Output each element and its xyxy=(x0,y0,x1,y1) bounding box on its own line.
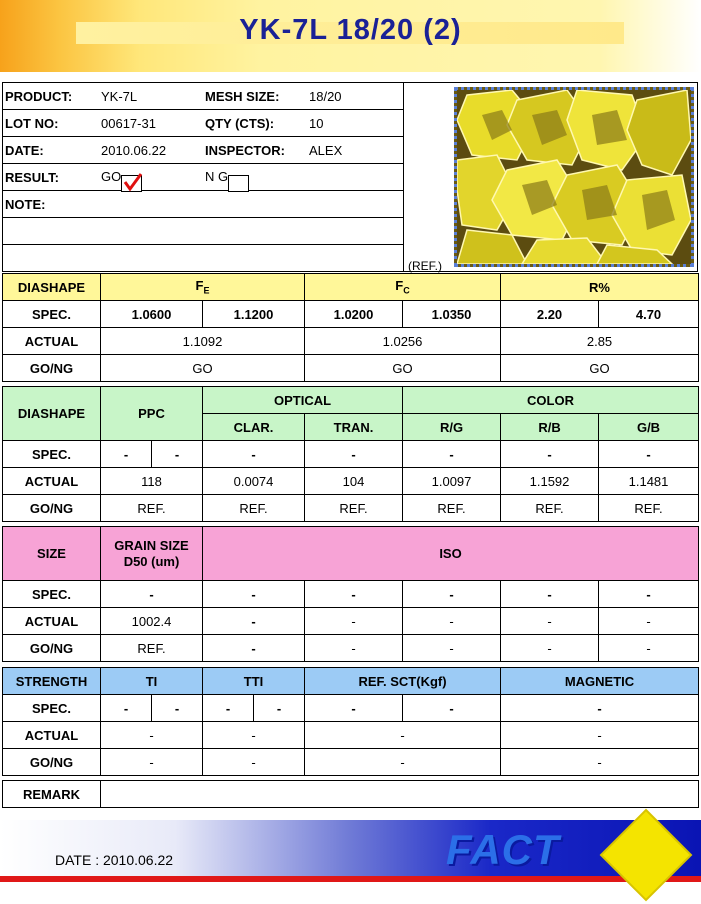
t2-actual-label: ACTUAL xyxy=(3,468,101,495)
t1-spec-cell: 1.0350 xyxy=(403,301,501,328)
t4-spec-cell: - xyxy=(152,695,203,722)
t1-spec-cell: 1.0200 xyxy=(305,301,403,328)
info-block xyxy=(2,82,698,272)
go-option xyxy=(101,169,121,184)
t3-actual-cell: - xyxy=(599,608,699,635)
t1-gong-cell: GO xyxy=(501,355,699,382)
info-row-product xyxy=(3,83,403,110)
t4-actual-cell: - xyxy=(305,722,501,749)
t3-spec-cell: - xyxy=(599,581,699,608)
t3-actual-cell: - xyxy=(203,608,305,635)
t2-sub-clar: CLAR. xyxy=(203,414,305,441)
remark-label: REMARK xyxy=(3,781,101,808)
t4-actual-cell: - xyxy=(101,722,203,749)
t3-head-iso: ISO xyxy=(203,527,699,581)
t3-spec-cell: - xyxy=(501,581,599,608)
lot-label: LOT NO: xyxy=(5,116,59,131)
t3-spec-cell: - xyxy=(305,581,403,608)
t2-spec-cell: - xyxy=(152,441,203,468)
t3-gong-cell: - xyxy=(305,635,403,662)
t2-head-ppc: PPC xyxy=(101,387,203,441)
t1-head-fc: $F_C$ xyxy=(305,274,501,301)
t4-spec-cell: - xyxy=(254,695,305,722)
diamond-image xyxy=(457,90,691,264)
product-value: YK-7L xyxy=(101,89,138,104)
t2-spec-cell: - xyxy=(501,441,599,468)
diamond-photo xyxy=(454,87,694,267)
t2-gong-cell: REF. xyxy=(403,495,501,522)
lot-value: 00617-31 xyxy=(101,116,156,131)
t2-spec-cell: - xyxy=(101,441,152,468)
t2-sub-rb: R/B xyxy=(501,414,599,441)
t2-spec-cell: - xyxy=(403,441,501,468)
t2-spec-cell: - xyxy=(203,441,305,468)
t2-gong-cell: REF. xyxy=(101,495,203,522)
t4-head-tti: TTI xyxy=(203,668,305,695)
result-label: RESULT: xyxy=(5,170,59,185)
mesh-size-label: MESH SIZE: xyxy=(205,89,280,104)
t1-spec-cell: 1.1200 xyxy=(203,301,305,328)
t4-gong-cell: - xyxy=(203,749,305,776)
info-row-lot xyxy=(3,110,403,137)
qty-value: 10 xyxy=(309,116,324,131)
remark-table xyxy=(2,780,699,808)
t3-head-grain: GRAIN SIZE D50 (um) xyxy=(101,527,203,581)
t3-actual-cell: 1002.4 xyxy=(101,608,203,635)
t2-head-color: COLOR xyxy=(403,387,699,414)
t4-spec-cell: - xyxy=(203,695,254,722)
t4-spec-cell: - xyxy=(101,695,152,722)
date-label: DATE: xyxy=(5,143,44,158)
t1-spec-cell: 2.20 xyxy=(501,301,599,328)
ref-label: (REF.) xyxy=(408,259,442,273)
t2-gong-cell: REF. xyxy=(599,495,699,522)
t1-gong-cell: GO xyxy=(101,355,305,382)
checkmark-icon xyxy=(122,172,144,192)
size-table xyxy=(2,526,699,662)
t2-sub-gb: G/B xyxy=(599,414,699,441)
t2-sub-rg: R/G xyxy=(403,414,501,441)
t4-actual-cell: - xyxy=(501,722,699,749)
t4-head-ref-sct: REF. SCT(Kgf) xyxy=(305,668,501,695)
t2-gong-label: GO/NG xyxy=(3,495,101,522)
mesh-size-value: 18/20 xyxy=(309,89,342,104)
t4-head-ti: TI xyxy=(101,668,203,695)
t1-actual-label: ACTUAL xyxy=(3,328,101,355)
t1-actual-cell: 1.0256 xyxy=(305,328,501,355)
t2-spec-label: SPEC. xyxy=(3,441,101,468)
t4-actual-label: ACTUAL xyxy=(3,722,101,749)
t3-gong-cell: - xyxy=(599,635,699,662)
t2-gong-cell: REF. xyxy=(203,495,305,522)
t4-head-strength: STRENGTH xyxy=(3,668,101,695)
t4-head-magnetic: MAGNETIC xyxy=(501,668,699,695)
footer-date: DATE : 2010.06.22 xyxy=(55,852,174,868)
page-title: YK-7L 18/20 (2) xyxy=(239,14,462,46)
t4-gong-label: GO/NG xyxy=(3,749,101,776)
t1-head-rpct: R% xyxy=(501,274,699,301)
fact-logo: FACT xyxy=(446,826,560,873)
t3-spec-cell: - xyxy=(101,581,203,608)
inspector-label: INSPECTOR: xyxy=(205,143,285,158)
note-line xyxy=(3,218,403,245)
t1-gong-cell: GO xyxy=(305,355,501,382)
t4-spec-cell: - xyxy=(305,695,403,722)
t2-spec-cell: - xyxy=(305,441,403,468)
t3-spec-cell: - xyxy=(203,581,305,608)
info-row-result xyxy=(3,164,403,191)
t3-gong-cell: - xyxy=(501,635,599,662)
note-label: NOTE: xyxy=(5,197,46,212)
product-label: PRODUCT: xyxy=(5,89,73,104)
t2-actual-cell: 0.0074 xyxy=(203,468,305,495)
strength-table xyxy=(2,667,699,776)
inspector-value: ALEX xyxy=(309,143,343,158)
go-checkbox[interactable] xyxy=(121,175,142,192)
info-row-note xyxy=(3,191,403,218)
t3-gong-label: GO/NG xyxy=(3,635,101,662)
ng-label: N G xyxy=(205,169,229,184)
t1-head-diashape: DIASHAPE xyxy=(3,274,101,301)
t3-spec-label: SPEC. xyxy=(3,581,101,608)
t2-actual-cell: 1.0097 xyxy=(403,468,501,495)
t3-spec-cell: - xyxy=(403,581,501,608)
t2-gong-cell: REF. xyxy=(305,495,403,522)
t4-gong-cell: - xyxy=(501,749,699,776)
diamond-logo-icon xyxy=(599,808,693,902)
t3-gong-cell: REF. xyxy=(101,635,203,662)
t1-actual-cell: 2.85 xyxy=(501,328,699,355)
diashape-table-2 xyxy=(2,386,699,522)
t3-gong-cell: - xyxy=(403,635,501,662)
t1-spec-cell: 4.70 xyxy=(599,301,699,328)
t1-gong-label: GO/NG xyxy=(3,355,101,382)
diashape-table-1 xyxy=(2,273,699,382)
t2-gong-cell: REF. xyxy=(501,495,599,522)
t4-actual-cell: - xyxy=(203,722,305,749)
t1-actual-cell: 1.1092 xyxy=(101,328,305,355)
t4-spec-label: SPEC. xyxy=(3,695,101,722)
t2-actual-cell: 118 xyxy=(101,468,203,495)
t4-gong-cell: - xyxy=(101,749,203,776)
info-divider xyxy=(403,83,404,271)
t2-sub-tran: TRAN. xyxy=(305,414,403,441)
remark-value xyxy=(101,781,699,808)
t4-gong-cell: - xyxy=(305,749,501,776)
t1-spec-cell: 1.0600 xyxy=(101,301,203,328)
t3-gong-cell: - xyxy=(203,635,305,662)
t3-head-size: SIZE xyxy=(3,527,101,581)
qty-label: QTY (CTS): xyxy=(205,116,275,131)
t1-spec-label: SPEC. xyxy=(3,301,101,328)
t2-actual-cell: 1.1481 xyxy=(599,468,699,495)
info-row-date xyxy=(3,137,403,164)
t2-head-diashape: DIASHAPE xyxy=(3,387,101,441)
t2-spec-cell: - xyxy=(599,441,699,468)
t2-actual-cell: 104 xyxy=(305,468,403,495)
ng-option xyxy=(205,169,228,184)
t3-actual-cell: - xyxy=(501,608,599,635)
t1-head-fe: $F_E$ xyxy=(101,274,305,301)
ng-checkbox[interactable] xyxy=(228,175,249,192)
t4-spec-cell: - xyxy=(501,695,699,722)
t3-actual-cell: - xyxy=(305,608,403,635)
t3-actual-cell: - xyxy=(403,608,501,635)
t2-actual-cell: 1.1592 xyxy=(501,468,599,495)
t4-spec-cell: - xyxy=(403,695,501,722)
t2-head-optical: OPTICAL xyxy=(203,387,403,414)
date-value: 2010.06.22 xyxy=(101,143,167,158)
t3-actual-label: ACTUAL xyxy=(3,608,101,635)
go-label: GO xyxy=(101,169,122,184)
